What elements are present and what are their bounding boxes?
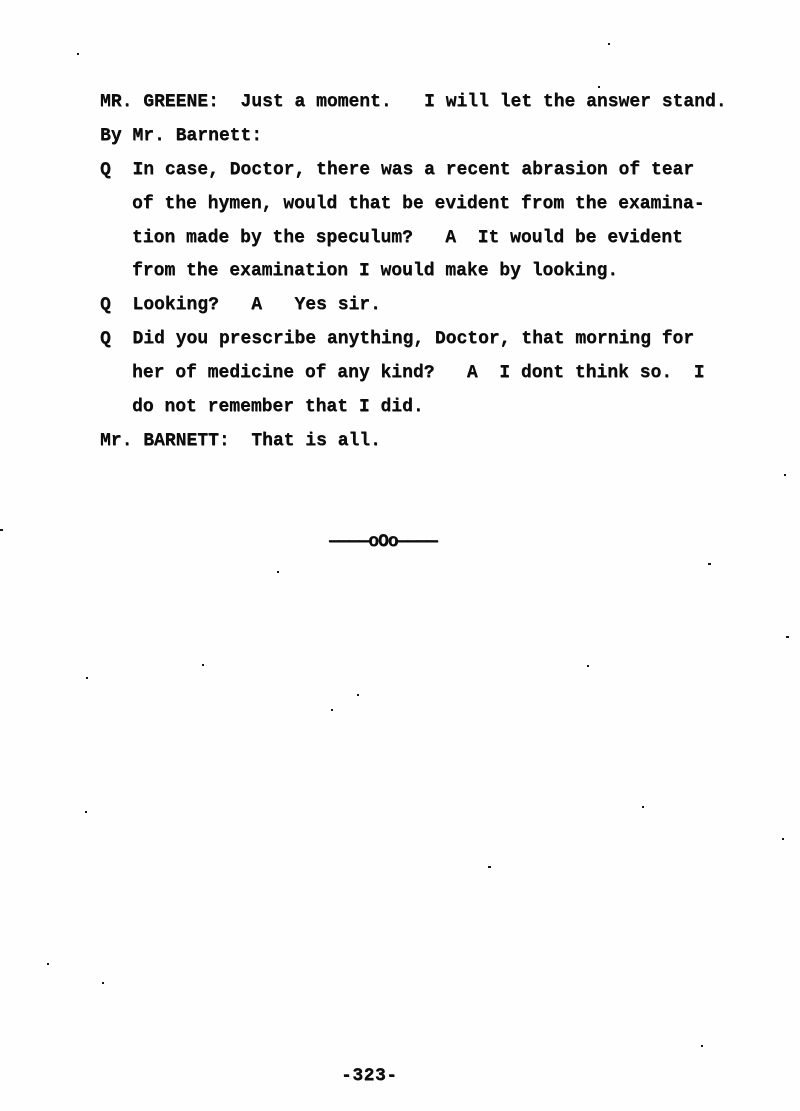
page-number: -323- [341, 1066, 398, 1086]
transcript-line: Q Looking? A Yes sir. [100, 295, 381, 316]
ink-speck [77, 53, 79, 55]
transcript-line: her of medicine of any kind? A I dont think so. I [132, 363, 705, 384]
transcript-line: Q Did you prescribe anything, Doctor, that morning for [100, 329, 695, 350]
transcript-line: By Mr. Barnett: [100, 125, 263, 146]
ink-speck [488, 866, 491, 868]
transcript-line: Mr. BARNETT: That is all. [100, 430, 381, 451]
transcript-line: from the examination I would make by looking. [132, 261, 619, 282]
ink-speck [708, 563, 711, 565]
ink-speck [357, 694, 359, 696]
ink-speck [102, 982, 104, 984]
ink-speck [784, 474, 786, 476]
transcript-body [100, 86, 760, 459]
ink-speck [0, 529, 3, 531]
ink-speck [587, 665, 589, 667]
ink-speck [642, 806, 644, 808]
ink-speck [86, 677, 88, 679]
transcript-line: tion made by the speculum? A It would be evident [132, 227, 683, 248]
ink-speck [85, 811, 87, 813]
ink-speck [701, 1045, 703, 1047]
ink-speck [608, 43, 610, 45]
ink-speck [598, 86, 600, 88]
ink-speck [202, 664, 204, 666]
ink-speck [782, 838, 784, 840]
transcript-line: Q In case, Doctor, there was a recent abrasion of tear [100, 159, 695, 180]
transcript-line: do not remember that I did. [132, 397, 424, 418]
transcript-line: of the hymen, would that be evident from the examina- [132, 193, 705, 214]
ink-speck [47, 963, 49, 965]
section-divider: ————oOo———— [329, 532, 437, 552]
transcript-line: MR. GREENE: Just a moment. I will let the answer stand. [100, 92, 727, 112]
ink-speck [786, 636, 789, 638]
ink-speck [277, 571, 279, 573]
ink-speck [331, 709, 333, 711]
